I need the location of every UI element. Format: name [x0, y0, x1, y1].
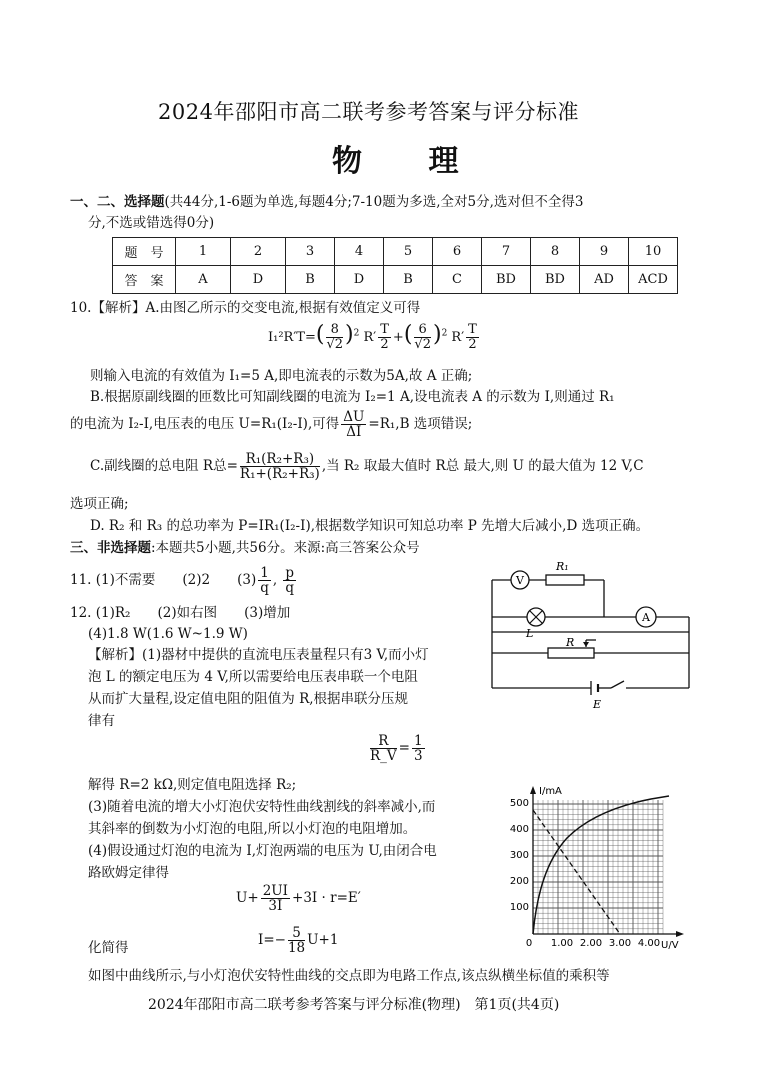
q10-equation: I₁²R′T=( $\frac{8}{√2}$ )$^2$ R′ $\frac{T}{2}$ +( $\frac{6}{√2}$ )$^2$ R′ $\frac{T}{2}$: [268, 322, 477, 352]
frac-den: ΔI: [346, 424, 362, 440]
q12-p8: (4)假设通过灯泡的电流为 I,灯泡两端的电压为 U,由闭合电: [88, 843, 437, 859]
section1-desc2: 分,不选或错选得0分): [88, 215, 215, 231]
y-tick: 400: [509, 824, 529, 835]
table-cell: BD: [482, 266, 531, 294]
table-cell: B: [384, 266, 433, 294]
q12-p7: 其斜率的倒数为小灯泡的电阻,所以小灯泡的电阻增加。: [88, 821, 417, 837]
table-cell: B: [286, 266, 335, 294]
table-cell: D: [335, 266, 384, 294]
table-cell: 7: [482, 238, 531, 266]
q12-p2: 泡 L 的额定电压为 4 V,所以需要给电压表串联一个电阻: [88, 669, 418, 685]
frac-num: 6: [414, 323, 431, 338]
q10-intro: 10.【解析】A.由图乙所示的交变电流,根据有效值定义可得: [70, 300, 421, 316]
frac-num: T: [380, 322, 389, 337]
q12-line2: (4)1.8 W(1.6 W~1.9 W): [88, 626, 248, 642]
table-cell: 5: [384, 238, 433, 266]
table-cell: A: [176, 266, 231, 294]
x-tick: 1.00: [550, 938, 574, 949]
frac-den: R_V: [370, 748, 397, 764]
eq2-left: I=−: [258, 932, 286, 948]
table-cell: 答 案: [113, 266, 176, 294]
q10-b-line1: B.根据原副线圈的匝数比可知副线圈的电流为 I₂=1 A,设电流表 A 的示数为 I,则通过 R₁: [90, 389, 615, 405]
page-title: 2024年邵阳市高二联考参考答案与评分标准: [158, 100, 579, 124]
eq1-left: U+: [236, 890, 259, 906]
q12-p5: 解得 R=2 kΩ,则定值电阻选择 R₂;: [88, 777, 297, 793]
table-row: [113, 238, 678, 266]
frac-den: √2: [414, 337, 431, 352]
q12-p4: 律有: [88, 713, 115, 729]
q12-last-line: 如图中曲线所示,与小灯泡伏安特性曲线的交点即为电路工作点,该点纵横坐标值的乘积等: [88, 968, 610, 984]
circuit-diagram: [486, 560, 696, 710]
iu-graph: [505, 782, 690, 952]
frac-num: p: [285, 565, 295, 581]
table-cell: BD: [531, 266, 580, 294]
label-r1: R₁: [556, 560, 569, 573]
table-cell: 10: [629, 238, 678, 266]
q10-d-line: D. R₂ 和 R₃ 的总功率为 P=IR₁(I₂-I),根据数学知识可知总功率 P 先增大后减小,D 选项正确。: [90, 518, 650, 534]
table-cell: ACD: [629, 266, 678, 294]
section1-line1: [70, 192, 584, 212]
subject-title: 物 理: [332, 144, 487, 179]
c-text-a: C.副线圈的总电阻 R总=: [90, 458, 238, 474]
b-text-b: =R₁,B 选项错误;: [368, 416, 473, 432]
table-cell: 4: [335, 238, 384, 266]
eq2-right: U+1: [307, 932, 339, 948]
x-tick: 2.00: [579, 938, 603, 949]
graph-grid: [533, 800, 663, 934]
section1-heading: 一、二、选择题: [70, 194, 165, 210]
frac-num: R₁(R₂+R₃): [240, 452, 320, 467]
table-cell: 题 号: [113, 238, 176, 266]
frac-num: 2UI: [262, 883, 289, 899]
table-cell: 6: [433, 238, 482, 266]
label-a: A: [642, 611, 650, 624]
frac-num: 8: [326, 323, 343, 338]
table-cell: 8: [531, 238, 580, 266]
answer-table: [112, 237, 678, 294]
q11-line: [70, 566, 298, 595]
table-cell: 3: [286, 238, 335, 266]
x-tick: 4.00: [637, 938, 661, 949]
x-tick: 0: [525, 938, 533, 949]
table-row: [113, 266, 678, 294]
q12-line1: 12. (1)R₂ (2)如右图 (3)增加: [70, 605, 291, 621]
frac-den: 2: [468, 337, 477, 352]
y-tick: 500: [509, 798, 529, 809]
q10-a-line: 则输入电流的有效值为 I₁=5 A,即电流表的示数为5A,故 A 正确;: [90, 368, 473, 384]
q12-p1: 【解析】(1)器材中提供的直流电压表量程只有3 V,而小灯: [88, 647, 429, 663]
c-text-b: ,当 R₂ 取最大值时 R总 最大,则 U 的最大值为 12 V,C: [321, 458, 644, 474]
table-cell: 1: [176, 238, 231, 266]
x-tick: 3.00: [608, 938, 632, 949]
table-cell: 9: [580, 238, 629, 266]
frac-num: 5: [288, 926, 305, 941]
table-cell: AD: [580, 266, 629, 294]
table-cell: D: [231, 266, 286, 294]
section1-desc1: (共44分,1-6题为单选,每题4分;7-10题为多选,全对5分,选对但不全得3: [164, 194, 584, 210]
y-tick: 300: [509, 850, 529, 861]
eq-left: I₁²R′T=: [268, 330, 316, 345]
label-e: E: [593, 698, 602, 710]
section3-desc: :本题共5小题,共56分。来源:高三答案公众号: [151, 540, 420, 556]
y-tick: 200: [509, 876, 529, 887]
x-axis-label: U/V: [661, 940, 679, 951]
eq1-right: +3I · r=E′: [292, 890, 361, 906]
frac-den: 18: [287, 940, 306, 956]
section3-heading: 三、非选择题: [70, 540, 151, 556]
q12-eq1: [236, 884, 361, 913]
y-axis-label: I/mA: [539, 786, 562, 797]
section3-line: [70, 538, 420, 558]
q12-eq2: [258, 926, 338, 955]
frac-den: 3: [413, 748, 423, 764]
frac-num: R: [370, 734, 397, 749]
frac-den: q: [260, 580, 269, 596]
label-v: V: [516, 574, 524, 587]
q12-eq2-label: 化简得: [88, 940, 129, 956]
q11-sep: ,: [272, 572, 278, 588]
b-text-a: 的电流为 I₂-I,电压表的电压 U=R₁(I₂-I),可得: [70, 416, 340, 432]
q11-text: 11. (1)不需要 (2)2 (3): [70, 572, 257, 588]
y-tick: 100: [509, 902, 529, 913]
label-l: L: [526, 627, 534, 640]
q10-c-line2: 选项正确;: [70, 496, 129, 512]
page-footer: 2024年邵阳市高二联考参考答案与评分标准(物理) 第1页(共4页): [148, 997, 560, 1013]
frac-den: q: [285, 580, 295, 596]
q10-c-line1: [90, 452, 644, 481]
frac-num: T: [468, 322, 477, 337]
table-cell: C: [433, 266, 482, 294]
label-r: R: [566, 636, 575, 649]
q12-ratio: $\frac{R}{R\_V}$ = $\frac{1}{3}$: [370, 733, 423, 764]
frac-den: 3I: [268, 898, 283, 914]
q12-p9: 路欧姆定律得: [88, 865, 169, 881]
frac-den: √2: [326, 337, 344, 352]
frac-den: R₁+(R₂+R₃): [239, 466, 320, 482]
frac-num: 1: [260, 565, 269, 581]
table-cell: 2: [231, 238, 286, 266]
q10-b-line2: [70, 410, 472, 439]
frac-den: 2: [380, 337, 389, 352]
q12-p3: 从而扩大量程,设定值电阻的阻值为 R,根据串联分压规: [88, 691, 409, 707]
frac-num: ΔU: [343, 409, 365, 425]
q12-p6: (3)随着电流的增大小灯泡伏安特性曲线割线的斜率减小,而: [88, 799, 436, 815]
frac-num: 1: [413, 733, 423, 749]
